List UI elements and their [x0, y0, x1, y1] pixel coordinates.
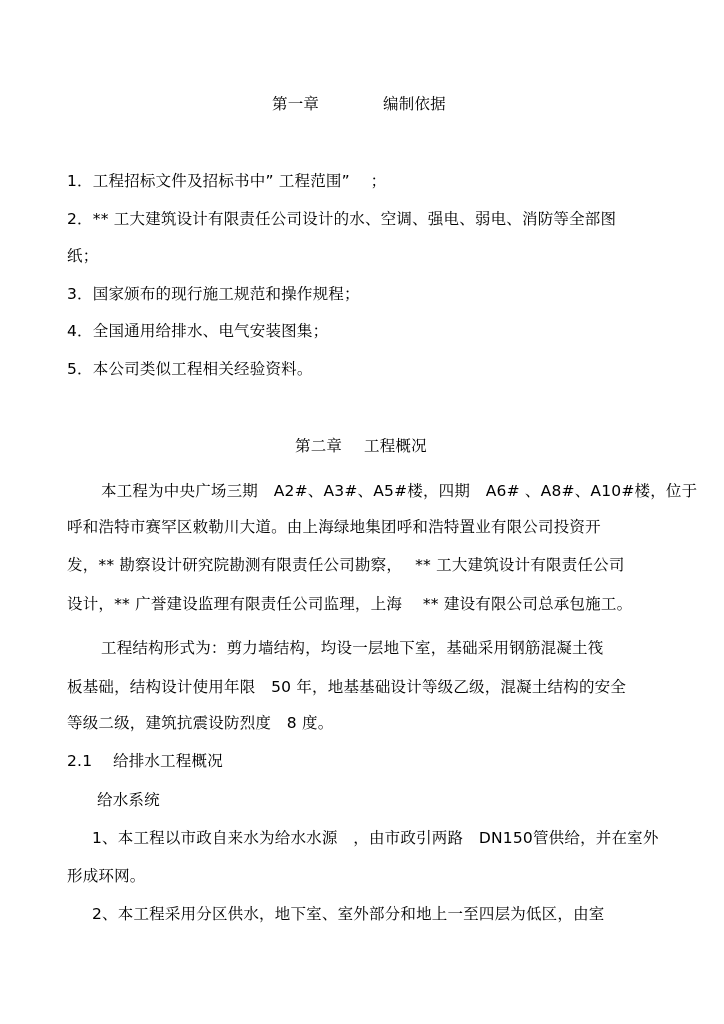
structure-line-1: 工程结构形式为：剪力墙结构，均设一层地下室，基础采用钢筋混凝土筏 — [101, 639, 604, 657]
basis-item-2: 2．** 工大建筑设计有限责任公司设计的水、空调、强电、弱电、消防等全部图 — [67, 210, 617, 228]
section-2-1-title: 给排水工程概况 — [113, 752, 223, 770]
structure-line-3: 等级二级，建筑抗震设防烈度 8 度。 — [67, 714, 334, 732]
water-supply-line-2: 形成环网。 — [67, 867, 146, 885]
basis-item-4: 4．全国通用给排水、电气安装图集； — [67, 322, 329, 340]
water-supply-title: 给水系统 — [97, 791, 160, 809]
chapter2-title: 工程概况 — [364, 437, 427, 455]
basis-item-5: 5．本公司类似工程相关经验资料。 — [67, 360, 313, 378]
chapter1-number: 第一章 — [272, 95, 320, 113]
water-supply-line-1: 1、本工程以市政自来水为给水水源 ，由市政引两路 DN150管供给，并在室外 — [92, 829, 659, 847]
overview-line-3: 发，** 勘察设计研究院勘测有限责任公司勘察， ** 工大建筑设计有限责任公司 — [67, 556, 625, 574]
basis-item-3: 3．国家颁布的现行施工规范和操作规程； — [67, 285, 360, 303]
structure-line-2: 板基础，结构设计使用年限 50 年，地基基础设计等级乙级，混凝土结构的安全 — [67, 678, 627, 696]
overview-line-2: 呼和浩特市赛罕区敕勒川大道。由上海绿地集团呼和浩特置业有限公司投资开 — [67, 518, 601, 536]
basis-item-2-cont: 纸； — [67, 247, 99, 265]
water-supply-line-3: 2、本工程采用分区供水，地下室、室外部分和地上一至四层为低区，由室 — [92, 905, 605, 923]
basis-item-1: 1．工程招标文件及招标书中” 工程范围” ； — [67, 172, 387, 190]
overview-line-1: 本工程为中央广场三期 A2#、A3#、A5#楼，四期 A6# 、A8#、A10#楼，位于 — [101, 482, 698, 500]
overview-line-4: 设计，** 广誉建设监理有限责任公司监理，上海 ** 建设有限公司总承包施工。 — [67, 595, 633, 613]
chapter1-title: 编制依据 — [383, 95, 446, 113]
section-2-1-number: 2.1 — [67, 752, 93, 770]
chapter2-number: 第二章 — [295, 437, 343, 455]
